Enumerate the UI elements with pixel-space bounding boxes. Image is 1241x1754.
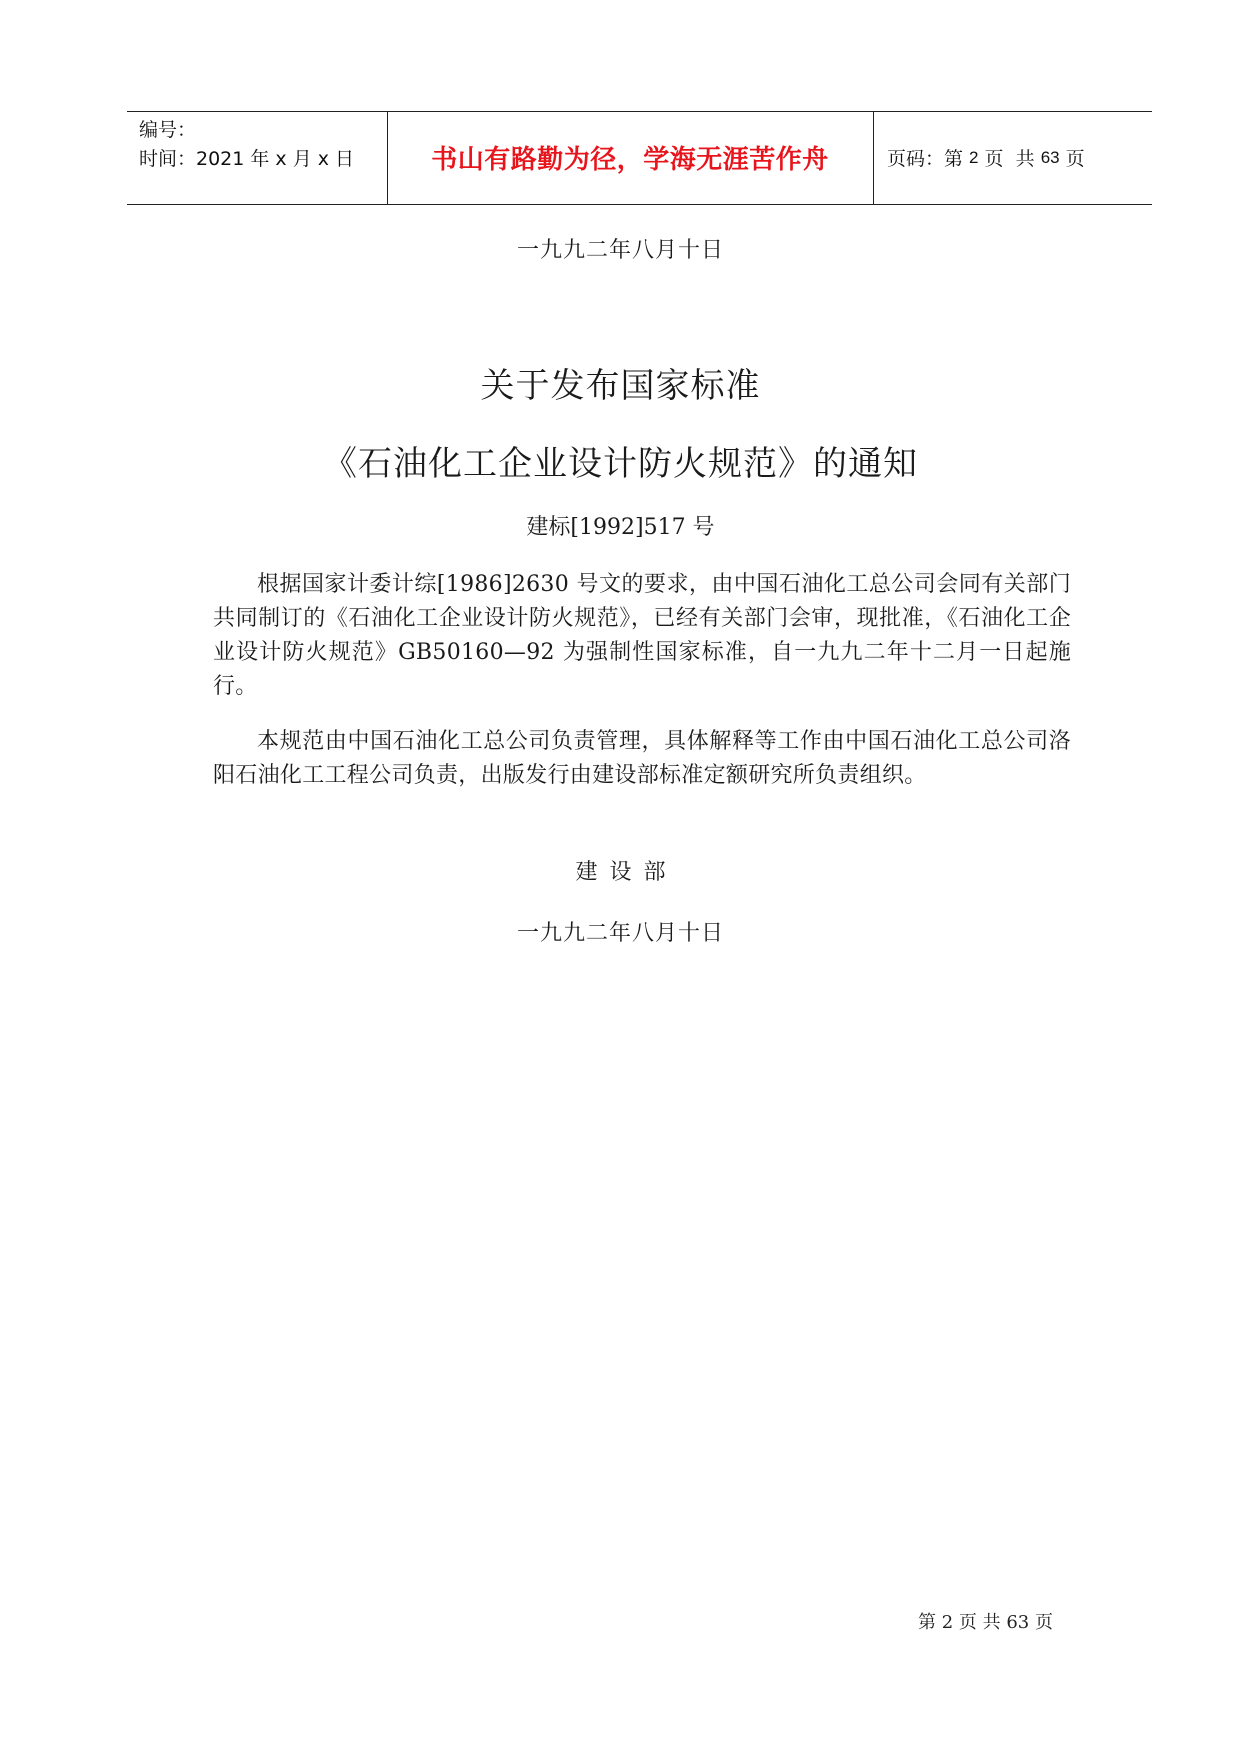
document-date-bottom: 一九九二年八月十日	[516, 921, 724, 946]
header-number-label: 编号：	[139, 119, 197, 141]
page-header	[127, 111, 1152, 205]
document-title-line1: 关于发布国家标准	[480, 366, 761, 406]
document-number: 建标[1992]517 号	[526, 515, 715, 540]
body-paragraph-2: 本规范由中国石油化工总公司负责管理，具体解释等工作由中国石油化工总公司洛阳石油化工工程公司负责，出版发行由建设部标准定额研究所负责组织。	[213, 729, 1071, 788]
document-title-line2: 《石油化工企业设计防火规范》的通知	[323, 444, 918, 484]
header-meta	[139, 116, 354, 174]
header-page-indicator	[887, 112, 1085, 203]
header-divider-right	[873, 112, 874, 204]
header-motto: 书山有路勤为径，学海无涯苦作舟	[431, 145, 829, 175]
header-page-total: 63	[1040, 147, 1060, 167]
document-signer: 建设部	[575, 860, 678, 885]
body-paragraph-1: 根据国家计委计综[1986]2630 号文的要求，由中国石油化工总公司会同有关部门共同制订的《石油化工企业设计防火规范》，已经有关部门会审，现批准，《石油化工企业设计防火规范》GB50160—92 为强制性国家标准，自一九九二年十二月一日起施行。	[213, 572, 1072, 699]
header-page-current: 2	[969, 147, 979, 167]
header-page-suffix: 页	[1059, 148, 1085, 170]
header-time-label: 时间：2021 年 x 月 x 日	[139, 148, 355, 170]
header-page-prefix: 页码：第	[887, 148, 970, 170]
header-page-middle: 页 共	[978, 148, 1041, 170]
page-footer: 第 2 页 共 63 页	[918, 1612, 1053, 1633]
document-date-top: 一九九二年八月十日	[516, 238, 724, 263]
